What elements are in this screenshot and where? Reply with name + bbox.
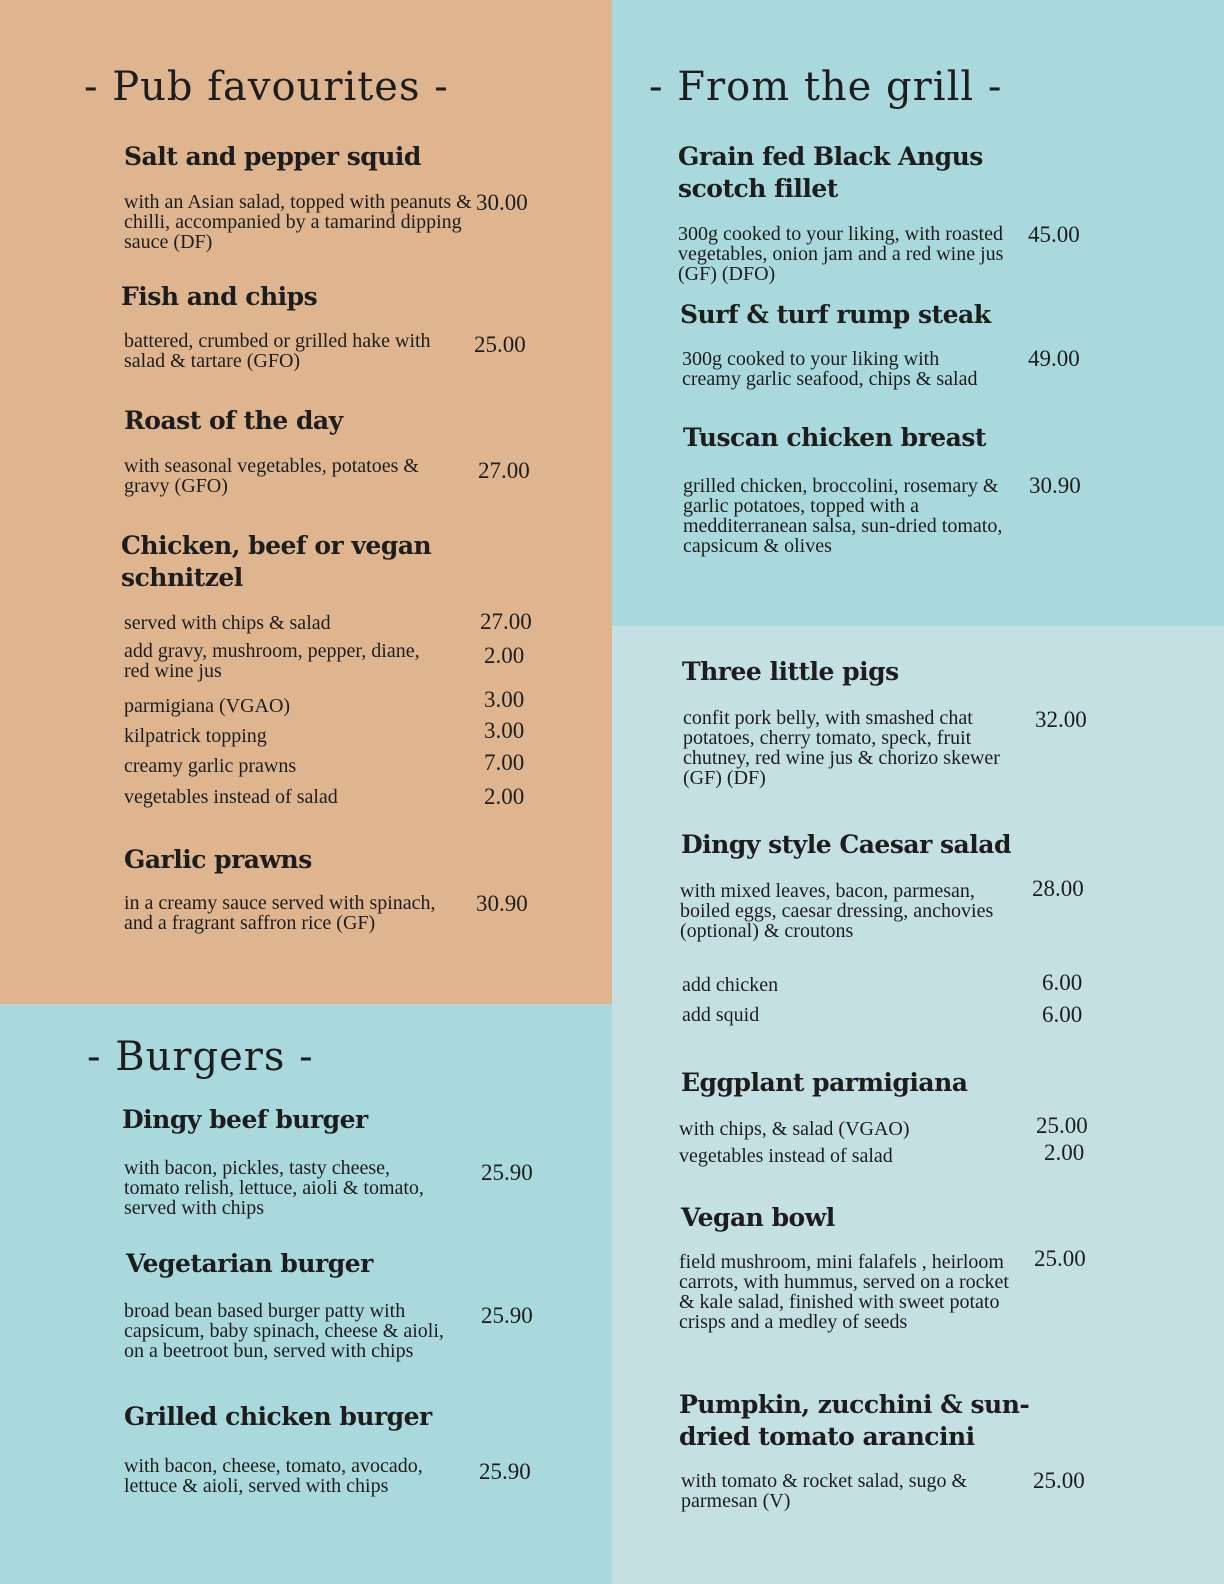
option-price: 2.00 xyxy=(484,643,525,668)
item-price: 25.90 xyxy=(481,1303,533,1328)
option-name: vegetables instead of salad xyxy=(124,786,338,808)
item-name: Surf & turf rump steak xyxy=(680,300,991,329)
item-description: in a creamy sauce served with spinach, and a fragrant saffron rice (GF) xyxy=(124,892,436,934)
option-price: 6.00 xyxy=(1042,1002,1083,1027)
item-price: 45.00 xyxy=(1028,222,1080,247)
section-title: - From the grill - xyxy=(649,64,1003,110)
option-name: add gravy, mushroom, pepper, diane, red wine jus xyxy=(124,640,420,682)
item-name: Roast of the day xyxy=(124,406,343,435)
item-name: Grain fed Black Angus scotch fillet xyxy=(678,142,983,203)
option-name: served with chips & salad xyxy=(124,612,331,634)
item-price: 30.00 xyxy=(476,190,528,215)
item-name: Pumpkin, zucchini & sun-dried tomato arancini xyxy=(679,1390,1030,1451)
item-description: 300g cooked to your liking with creamy garlic seafood, chips & salad xyxy=(682,348,978,390)
option-name: add chicken xyxy=(682,974,779,996)
section-title: - Burgers - xyxy=(87,1034,314,1080)
item-price: 25.00 xyxy=(474,332,526,357)
option-name: vegetables instead of salad xyxy=(679,1145,893,1167)
item-name: Chicken, beef or vegan schnitzel xyxy=(121,531,432,592)
section-title: - Pub favourites - xyxy=(84,64,449,110)
item-price: 25.90 xyxy=(479,1459,531,1484)
item-name: Grilled chicken burger xyxy=(124,1402,432,1431)
item-description: 300g cooked to your liking, with roasted vegetables, onion jam and a red wine jus (GF) (DFO) xyxy=(678,223,1004,285)
item-price: 32.00 xyxy=(1035,707,1087,732)
option-price: 6.00 xyxy=(1042,970,1083,995)
item-description: grilled chicken, broccolini, rosemary & garlic potatoes, topped with a medditerranean salsa, sun-dried tomato, capsicum & olives xyxy=(683,475,1003,557)
from-the-grill-section xyxy=(612,0,1224,626)
option-price: 25.00 xyxy=(1036,1113,1088,1138)
item-description: with an Asian salad, topped with peanuts & chilli, accompanied by a tamarind dipping sauce (DF) xyxy=(124,191,472,253)
item-price: 25.00 xyxy=(1033,1468,1085,1493)
item-price: 25.90 xyxy=(481,1160,533,1185)
option-price: 2.00 xyxy=(484,784,525,809)
option-name: add squid xyxy=(682,1004,760,1026)
item-price: 27.00 xyxy=(478,458,530,483)
item-price: 28.00 xyxy=(1032,876,1084,901)
item-name: Dingy style Caesar salad xyxy=(681,830,1011,859)
option-price: 3.00 xyxy=(484,687,525,712)
item-name: Salt and pepper squid xyxy=(124,142,421,171)
option-price: 3.00 xyxy=(484,718,525,743)
item-name: Fish and chips xyxy=(121,282,318,311)
item-name: Eggplant parmigiana xyxy=(681,1068,968,1097)
item-description: with tomato & rocket salad, sugo & parmesan (V) xyxy=(681,1470,968,1512)
item-name: Dingy beef burger xyxy=(122,1105,368,1134)
item-name: Vegetarian burger xyxy=(126,1249,373,1278)
item-name: Tuscan chicken breast xyxy=(683,423,986,452)
option-name: kilpatrick topping xyxy=(124,725,267,747)
item-name: Three little pigs xyxy=(682,657,899,686)
item-price: 49.00 xyxy=(1028,346,1080,371)
option-price: 2.00 xyxy=(1044,1140,1085,1165)
item-price: 25.00 xyxy=(1034,1246,1086,1271)
option-price: 27.00 xyxy=(480,609,532,634)
option-name: with chips, & salad (VGAO) xyxy=(679,1118,910,1140)
pub-favourites-section xyxy=(0,0,612,1004)
item-description: with bacon, cheese, tomato, avocado, lettuce & aioli, served with chips xyxy=(124,1455,423,1497)
item-description: confit pork belly, with smashed chat potatoes, cherry tomato, speck, fruit chutney, red wine jus & chorizo skewer (GF) (DF) xyxy=(683,707,1000,789)
item-description: with seasonal vegetables, potatoes & gravy (GFO) xyxy=(124,455,419,497)
item-description: with mixed leaves, bacon, parmesan, boiled eggs, caesar dressing, anchovies (optional) & croutons xyxy=(680,880,994,942)
item-description: battered, crumbed or grilled hake with salad & tartare (GFO) xyxy=(124,330,431,372)
item-description: broad bean based burger patty with capsicum, baby spinach, cheese & aioli, on a beetroot bun, served with chips xyxy=(124,1300,444,1362)
item-description: field mushroom, mini falafels , heirloom carrots, with hummus, served on a rocket & kale salad, finished with sweet potato crisps and a medley of seeds xyxy=(679,1251,1009,1333)
item-name: Vegan bowl xyxy=(681,1203,835,1232)
option-name: creamy garlic prawns xyxy=(124,755,297,777)
item-description: with bacon, pickles, tasty cheese, tomato relish, lettuce, aioli & tomato, served with chips xyxy=(124,1157,424,1219)
option-name: parmigiana (VGAO) xyxy=(124,695,291,717)
option-price: 7.00 xyxy=(484,750,525,775)
mains-section xyxy=(612,626,1224,1584)
item-price: 30.90 xyxy=(1029,473,1081,498)
item-name: Garlic prawns xyxy=(124,845,312,874)
burgers-section xyxy=(0,1004,612,1584)
item-price: 30.90 xyxy=(476,891,528,916)
